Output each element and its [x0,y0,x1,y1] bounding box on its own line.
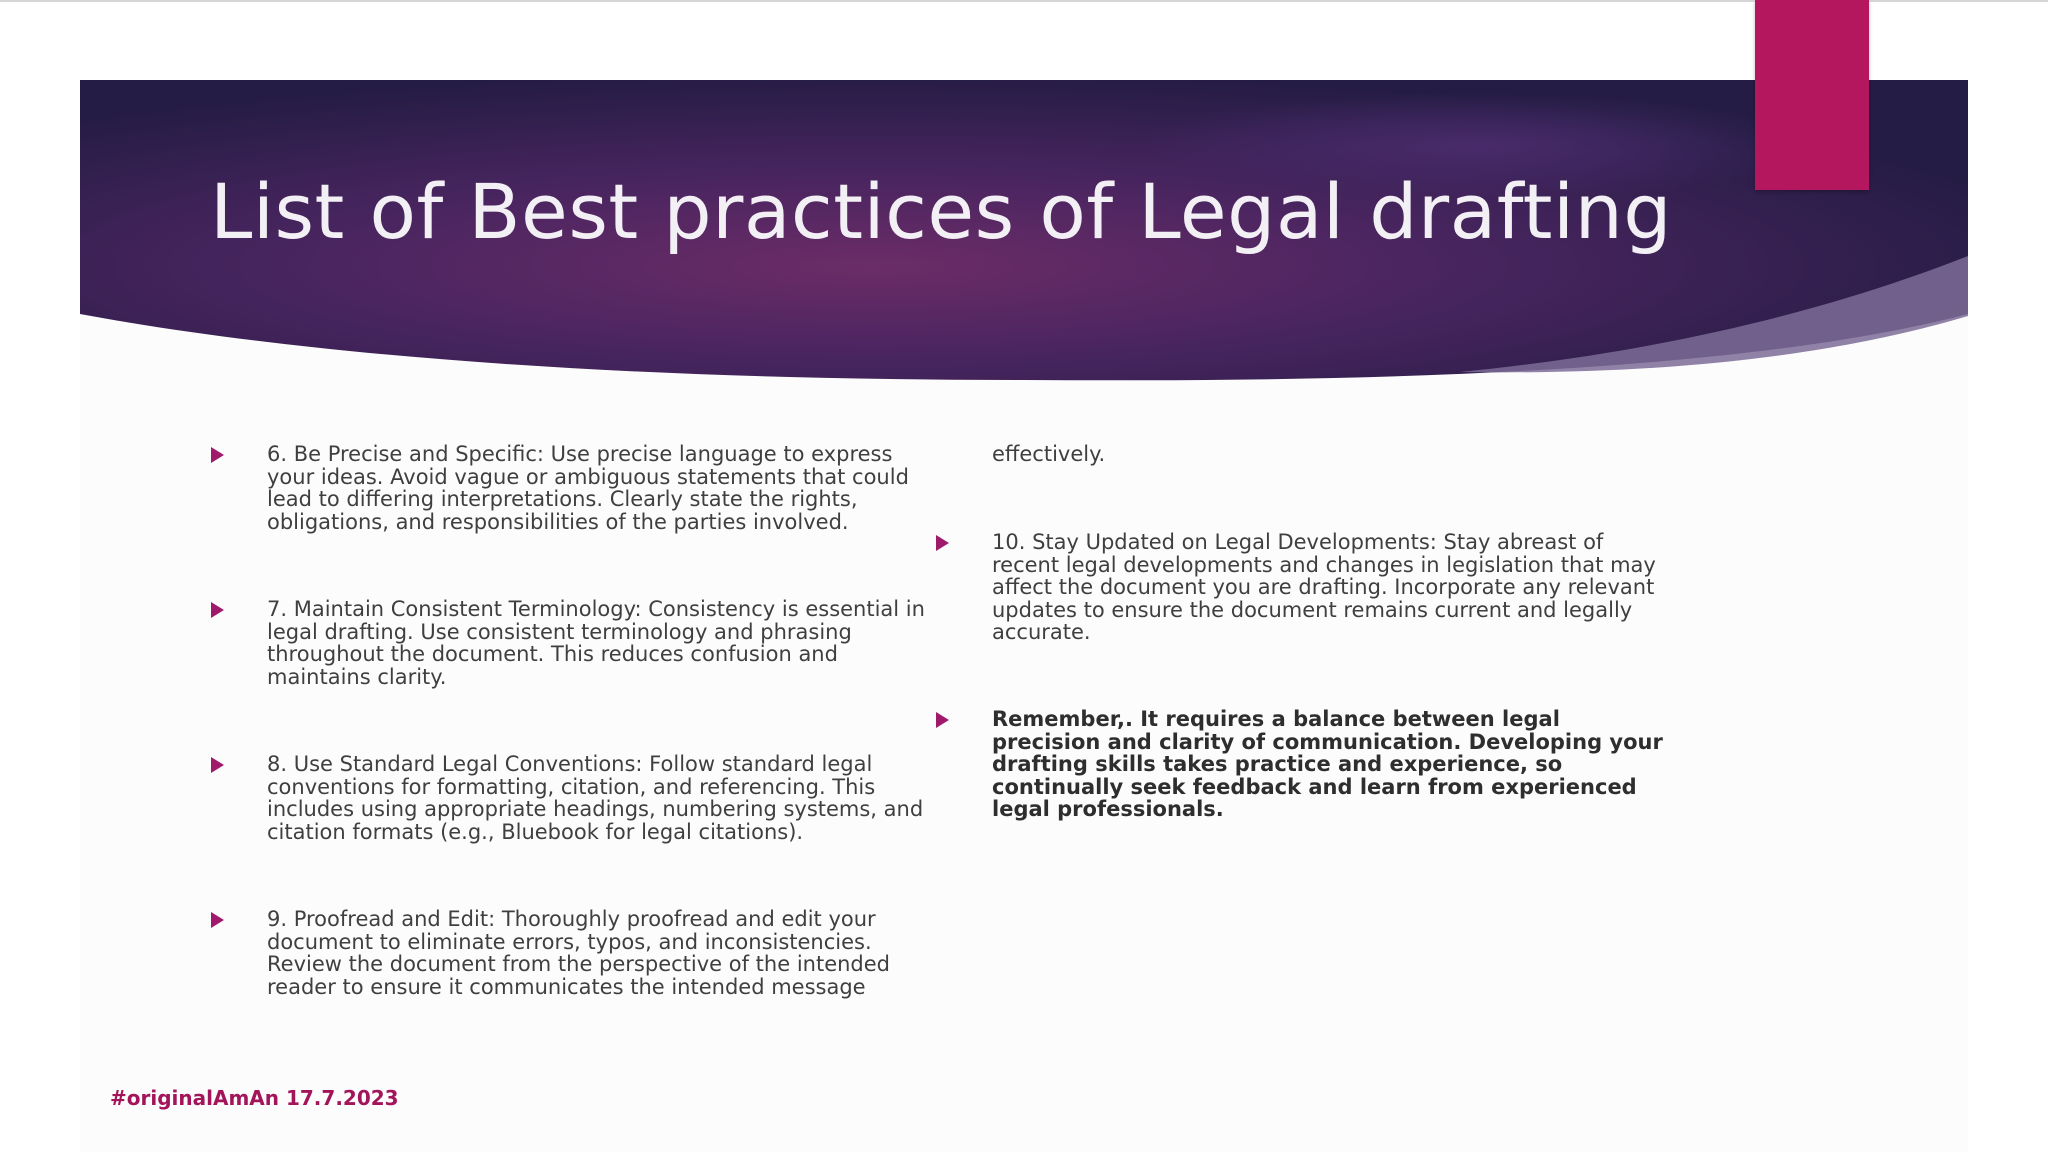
list-item [205,443,945,598]
list-item [205,753,945,908]
triangle-bullet-icon [211,912,224,928]
right-column [930,443,1670,885]
list-item [205,598,945,753]
continuation-text: effectively. [992,442,1106,466]
triangle-bullet-icon [211,757,224,773]
list-item-text: 7. Maintain Consistent Terminology: Consistency is essential in legal drafting. Use consistent terminology and phrasing throughout the document. This reduces confusion and maintains clarity. [267,597,925,689]
window-top-border [0,0,2048,2]
list-item-text: 8. Use Standard Legal Conventions: Follow standard legal conventions for formatting, citation, and referencing. This includes using appropriate headings, numbering systems, and citation formats (e.g., Bluebook for legal citations). [267,752,924,844]
list-item [930,531,1670,708]
accent-tab [1755,0,1869,190]
list-item [930,708,1670,885]
triangle-bullet-icon [936,535,949,551]
left-column [205,443,945,1063]
list-item [205,908,945,1063]
triangle-bullet-icon [936,712,949,728]
list-item-text: 10. Stay Updated on Legal Developments: Stay abreast of recent legal developments and changes in legislation that may affect the document you are drafting. Incorporate any relevant updates to ensure the document remains current and legally accurate. [992,530,1656,644]
remember-note-text: Remember,. It requires a balance between legal precision and clarity of communication. Developing your drafting skills takes practice and experience, so continually seek feedback and learn from experienced legal professionals. [992,707,1663,821]
footer-hashtag-date: #originalAmAn 17.7.2023 [110,1086,399,1110]
triangle-bullet-icon [211,447,224,463]
slide-title: List of Best practices of Legal drafting [210,167,1672,256]
list-item-text: 6. Be Precise and Specific: Use precise language to express your ideas. Avoid vague or ambiguous statements that could lead to differing interpretations. Clearly state the rights, obligations, and responsibilities of the parties involved. [267,442,909,534]
triangle-bullet-icon [211,602,224,618]
list-item-text: 9. Proofread and Edit: Thoroughly proofread and edit your document to eliminate errors, typos, and inconsistencies. Review the document from the perspective of the intended reader to ensure it communicates the intended message [267,907,891,999]
